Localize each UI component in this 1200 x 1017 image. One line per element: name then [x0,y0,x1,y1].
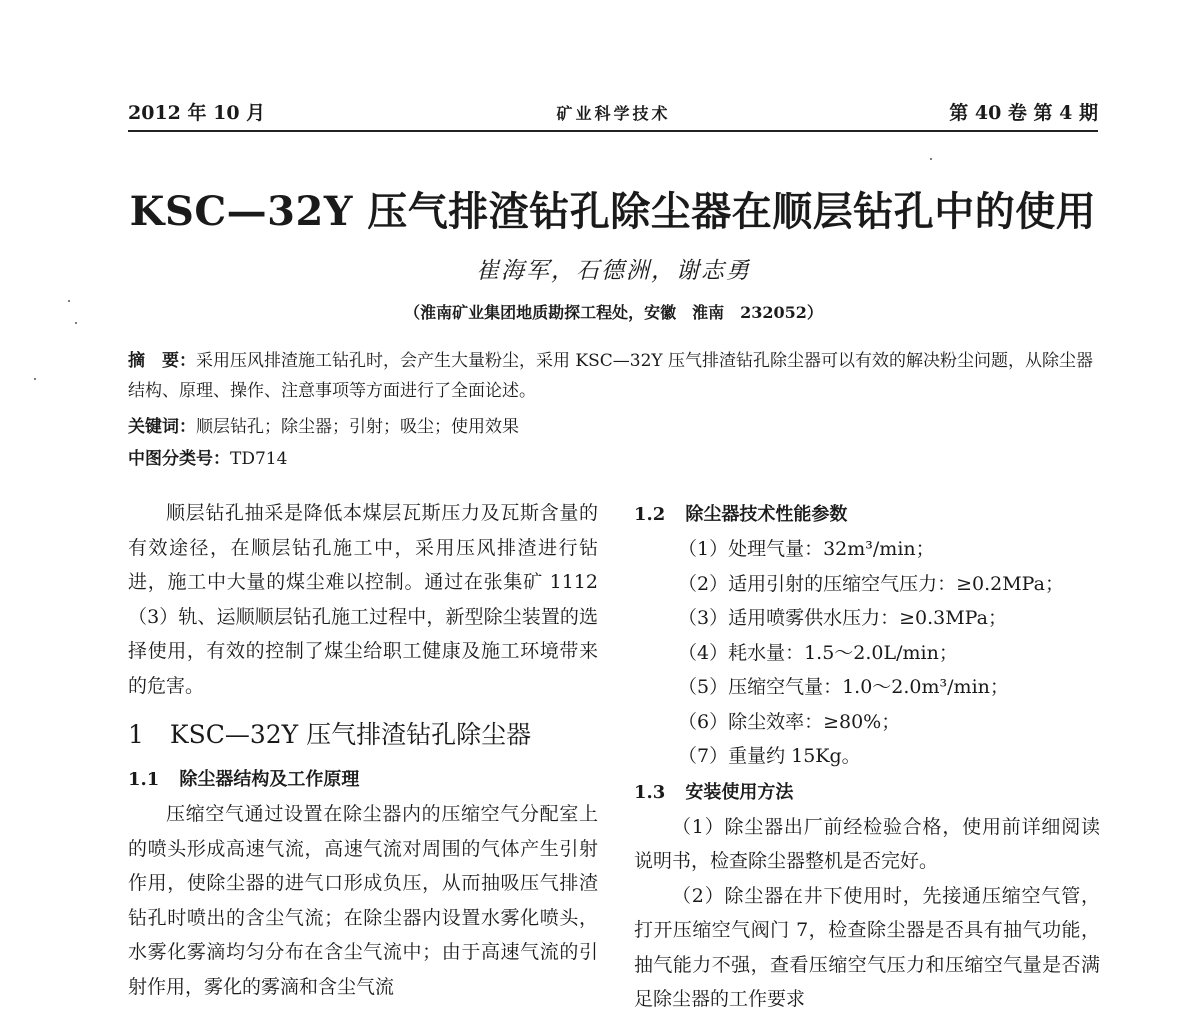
section-1-2-heading [634,498,1100,532]
classification-text: TD714 [230,449,288,469]
header-journal: 矿业科学技术 [556,104,671,123]
param-item: （7）重量约 15Kg。 [678,745,861,767]
section-1-2-number: 1.2 [634,504,666,525]
install-step: （2）除尘器在井下使用时，先接通压缩空气管，打开压缩空气阀门 7，检查除尘器是否具有抽气功能，抽气能力不强，查看压缩空气压力和压缩空气量是否满足除尘器的工作要求 [634,884,1100,1010]
paper-title: KSC—32Y 压气排渣钻孔除尘器在顺层钻孔中的使用 [129,188,1097,235]
section-1-2-title: 除尘器技术性能参数 [685,504,848,525]
param-item: （3）适用喷雾供水压力：≥0.3MPa； [678,607,1007,629]
scan-speck [34,378,36,380]
param-item: （4）耗水量：1.5～2.0L/min； [678,641,958,664]
section-1-3-title: 安装使用方法 [685,781,794,803]
intro-paragraph: 顺层钻孔抽采是降低本煤层瓦斯压力及瓦斯含量的有效途径，在顺层钻孔施工中，采用压风排渣进行钻进，施工中大量的煤尘难以控制。通过在张集矿 1112（3）轨、运顺顺层钻孔施工过程中，新型除尘装置的选择使用，有效的控制了煤尘给职工健康及施工环境带来的危害。 [128,502,598,697]
abstract-label: 摘 要： [128,351,196,371]
right-column [634,496,1100,1017]
param-item: （1）处理气量：32m³/min； [678,538,935,560]
section-1-1-number: 1.1 [128,769,160,790]
classification-label: 中图分类号： [128,449,230,469]
section-1-title: KSC—32Y 压气排渣钻孔除尘器 [169,720,532,749]
section-1-3-number: 1.3 [634,781,666,803]
header-volume: 第 40 卷 第 4 期 [949,102,1098,124]
abstract-text: 采用压风排渣施工钻孔时，会产生大量粉尘，采用 KSC—32Y 压气排渣钻孔除尘器可以有效的解决粉尘问题，从除尘器结构、原理、操作、注意事项等方面进行了全面论述。 [128,351,1094,401]
keywords-label: 关键词： [128,417,196,437]
param-item: （6）除尘效率：≥80%； [678,710,901,733]
scan-speck [930,158,932,160]
keywords-text: 顺层钻孔；除尘器；引射；吸尘；使用效果 [196,417,519,437]
install-step: （1）除尘器出厂前经检验合格，使用前详细阅读说明书，检查除尘器整机是否完好。 [634,815,1100,872]
section-1-1-paragraph: 压缩空气通过设置在除尘器内的压缩空气分配室上的喷头形成高速气流，高速气流对周围的气体产生引射作用，使除尘器的进气口形成负压，从而抽吸压气排渣钻孔时喷出的含尘气流；在除尘器内设置水雾化喷头，水雾化雾滴均匀分布在含尘气流中；由于高速气流的引射作用，雾化的雾滴和含尘气流 [128,803,598,998]
left-column [128,496,598,1004]
abstract [128,346,1098,406]
header-rule [128,130,1098,132]
classification [128,444,287,474]
affiliation: （淮南矿业集团地质勘探工程处，安徽 淮南 232052） [404,303,823,322]
keywords [128,412,519,442]
section-1-3-heading [634,776,1100,810]
section-1-1-heading [128,763,598,797]
header-date: 2012 年 10 月 [128,102,266,124]
section-1-heading [128,715,598,755]
authors: 崔海军，石德洲，谢志勇 [476,258,751,284]
section-1-1-title: 除尘器结构及工作原理 [179,769,360,790]
section-1-number: 1 [128,720,144,749]
param-item: （2）适用引射的压缩空气压力：≥0.2MPa； [678,572,1064,595]
param-item: （5）压缩空气量：1.0～2.0m³/min； [678,676,1009,698]
